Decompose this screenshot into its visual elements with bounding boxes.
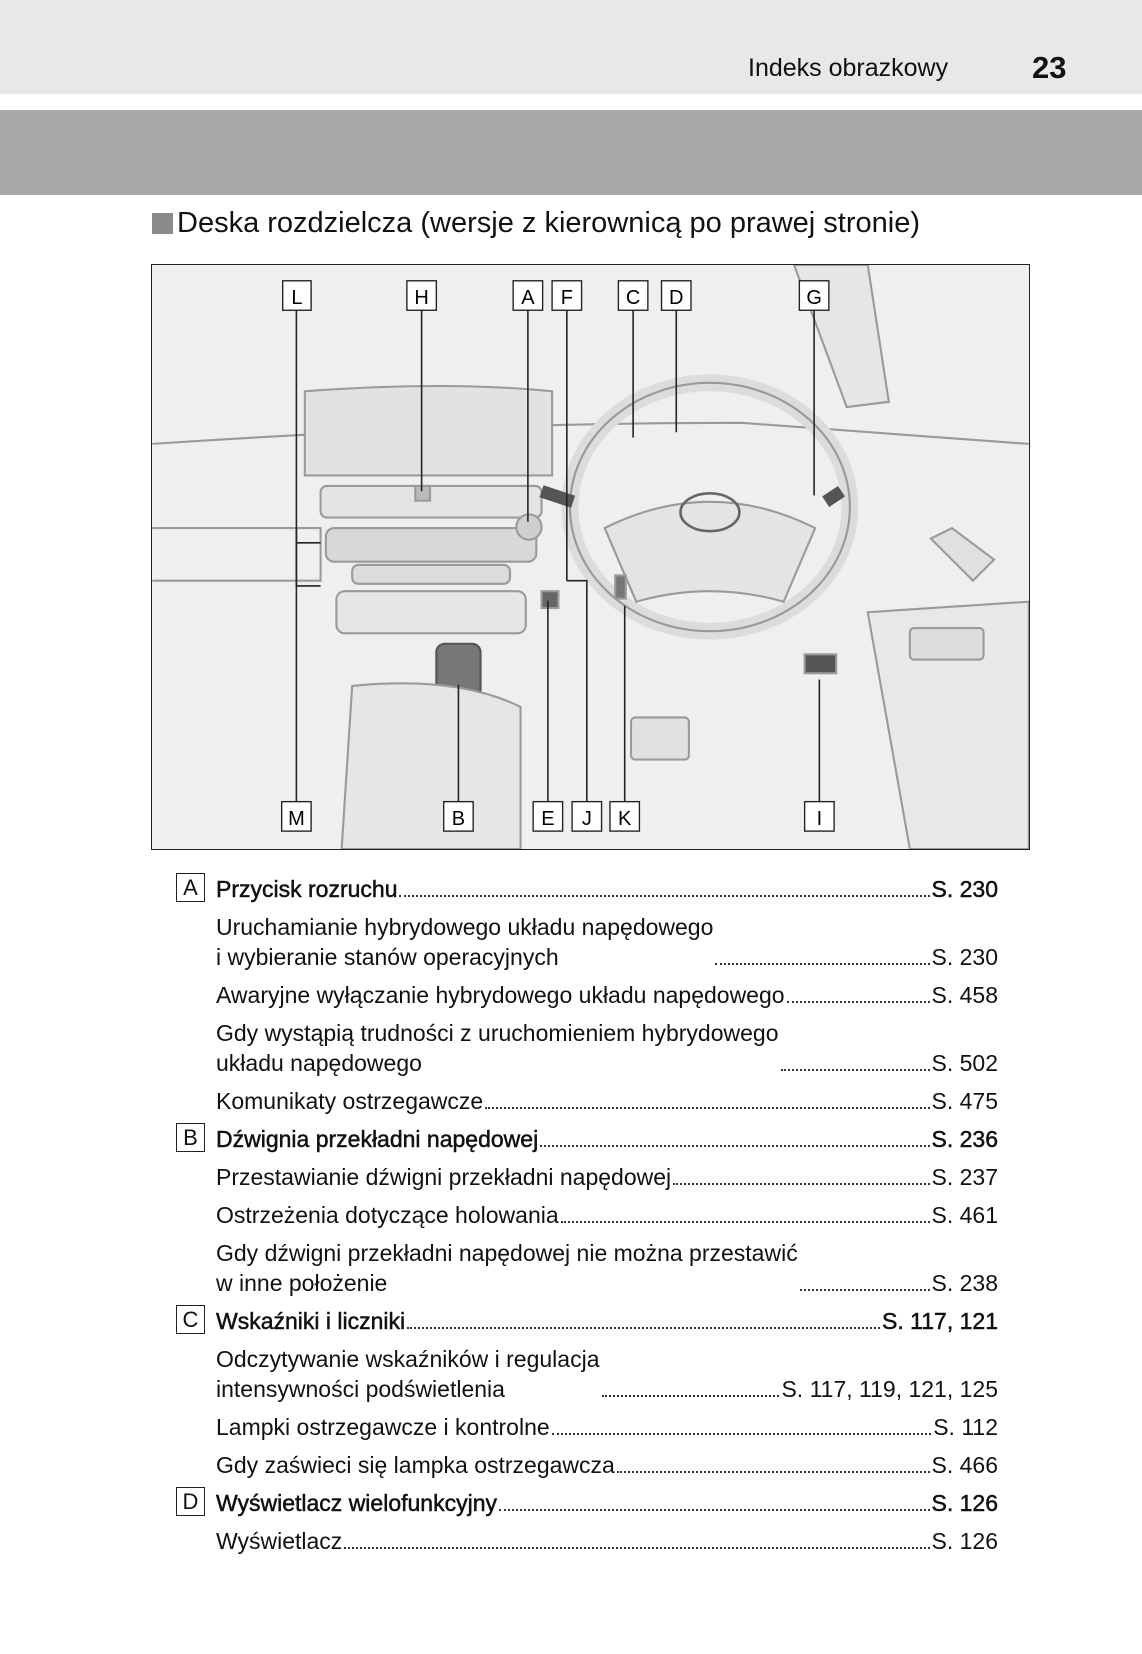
entry-page-ref: S. 230 <box>931 944 998 970</box>
dot-leader <box>552 1433 932 1435</box>
label-C <box>618 281 647 310</box>
label-J <box>572 802 601 831</box>
header-band <box>0 0 1142 94</box>
entry-badge: B <box>176 1123 205 1152</box>
index-entry-main <box>176 874 998 904</box>
label-B <box>444 802 473 831</box>
label-F-text: F <box>560 286 573 309</box>
label-K-text: K <box>618 807 632 830</box>
index-entry-sub <box>176 1238 998 1298</box>
entry-text: Dźwignia przekładni napędowej <box>216 1126 539 1152</box>
dot-leader <box>407 1327 880 1329</box>
entry-text: Przycisk rozruchu <box>216 876 398 902</box>
entry-text: Wskaźniki i liczniki <box>216 1308 406 1334</box>
dot-leader <box>602 1395 780 1397</box>
dot-leader <box>399 895 929 897</box>
index-entry-main <box>176 1124 998 1154</box>
dot-leader <box>499 1509 930 1511</box>
entry-page-ref: S. 236 <box>931 1126 998 1152</box>
entry-page-ref: S. 230 <box>931 876 998 902</box>
chapter-band <box>0 110 1142 195</box>
index-entry-main <box>176 1306 998 1336</box>
section-title-text: Deska rozdzielcza (wersje z kierownicą po prawej stronie) <box>177 207 920 239</box>
entry-text: Gdy wystąpią trudności z uruchomieniem hybrydowego układu napędowego <box>216 1020 779 1076</box>
dot-leader <box>344 1547 929 1549</box>
entry-text: Wyświetlacz wielofunkcyjny <box>216 1490 497 1516</box>
entry-text: Gdy zaświeci się lampka ostrzegawcza <box>216 1452 615 1478</box>
label-E <box>533 802 562 831</box>
running-title: Indeks obrazkowy <box>748 54 949 82</box>
entry-page-ref: S. 237 <box>931 1164 998 1190</box>
entry-page-ref: S. 117, 121 <box>882 1308 998 1334</box>
entry-text: Wyświetlacz <box>216 1528 343 1554</box>
entry-page-ref: S. 466 <box>931 1452 998 1478</box>
entry-text: Komunikaty ostrzegawcze <box>216 1088 484 1114</box>
dot-leader <box>781 1069 930 1071</box>
label-D-text: D <box>669 286 684 309</box>
dot-leader <box>540 1145 929 1147</box>
label-G-text: G <box>806 286 822 309</box>
dot-leader <box>787 1001 930 1003</box>
index-entry-sub <box>176 1450 998 1480</box>
entry-text: Lampki ostrzegawcze i kontrolne <box>216 1414 550 1440</box>
label-H-text: H <box>414 286 429 309</box>
entry-page-ref: S. 461 <box>931 1202 998 1228</box>
label-M-text: M <box>288 807 305 830</box>
entry-page-ref: S. 458 <box>931 982 998 1008</box>
index-entry-sub <box>176 1344 998 1404</box>
label-L <box>283 281 311 310</box>
entry-text: Gdy dźwigni przekładni napędowej nie można przestawić w inne położenie <box>216 1240 798 1296</box>
dot-leader <box>617 1471 930 1473</box>
entry-page-ref: S. 126 <box>931 1490 998 1516</box>
page-number: 23 <box>1032 50 1067 85</box>
dot-leader <box>800 1289 930 1291</box>
label-C-text: C <box>625 286 641 309</box>
entry-text: Ostrzeżenia dotyczące holowania <box>216 1202 559 1228</box>
label-D <box>662 281 691 310</box>
index-list <box>176 870 998 1564</box>
label-F <box>552 281 581 310</box>
index-entry-sub <box>176 1086 998 1116</box>
dot-leader <box>485 1107 929 1109</box>
entry-text: Przestawianie dźwigni przekładni napędowej <box>216 1164 672 1190</box>
label-A <box>513 281 542 310</box>
dashboard-drawing <box>152 265 1029 849</box>
dot-leader <box>715 963 929 965</box>
label-A-text: A <box>521 286 535 309</box>
label-E-text: E <box>541 807 555 830</box>
bullet-square-icon <box>152 213 173 234</box>
entry-page-ref: S. 238 <box>931 1270 998 1296</box>
entry-text: Uruchamianie hybrydowego układu napędowego i wybieranie stanów operacyjnych <box>216 914 714 970</box>
label-M <box>282 802 311 831</box>
index-entry-sub <box>176 1412 998 1442</box>
label-I-text: I <box>816 807 823 830</box>
label-I <box>805 802 834 831</box>
dot-leader <box>561 1221 930 1223</box>
label-K <box>610 802 639 831</box>
entry-text: Awaryjne wyłączanie hybrydowego układu napędowego <box>216 982 785 1008</box>
label-G <box>799 281 828 310</box>
index-entry-sub <box>176 1200 998 1230</box>
index-entry-sub <box>176 912 998 972</box>
dashboard-illustration <box>151 264 1030 850</box>
label-L-text: L <box>291 286 303 309</box>
label-B-text: B <box>451 807 466 830</box>
entry-page-ref: S. 112 <box>933 1414 998 1440</box>
index-entry-sub <box>176 980 998 1010</box>
dashboard-sketch <box>152 265 1029 849</box>
index-entry-sub <box>176 1162 998 1192</box>
entry-page-ref: S. 126 <box>931 1528 998 1554</box>
entry-page-ref: S. 117, 119, 121, 125 <box>781 1376 998 1402</box>
section-title <box>152 207 920 240</box>
index-entry-main <box>176 1488 998 1518</box>
entry-badge: C <box>176 1305 205 1334</box>
entry-badge: D <box>176 1487 205 1516</box>
entry-text: Odczytywanie wskaźników i regulacja intensywności podświetlenia <box>216 1346 600 1402</box>
label-J-text: J <box>581 807 592 830</box>
label-H <box>407 281 436 310</box>
entry-badge: A <box>176 873 205 902</box>
entry-page-ref: S. 475 <box>931 1088 998 1114</box>
entry-page-ref: S. 502 <box>931 1050 998 1076</box>
index-entry-sub <box>176 1018 998 1078</box>
dot-leader <box>673 1183 929 1185</box>
index-entry-sub <box>176 1526 998 1556</box>
